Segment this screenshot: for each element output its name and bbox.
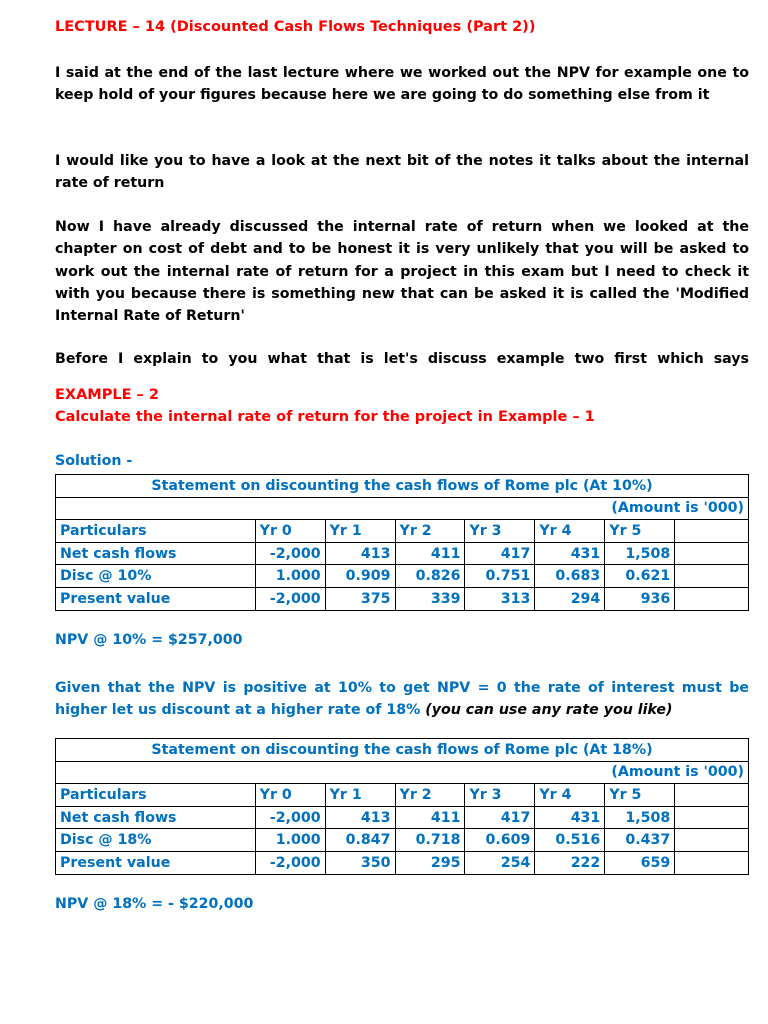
table-cell: 350 xyxy=(325,851,395,874)
paragraph-4: Before I explain to you what that is let's discuss example two first which says xyxy=(55,351,749,367)
table-cell: 413 xyxy=(325,542,395,565)
header-cell: Yr 2 xyxy=(395,784,465,807)
table-cell: 1,508 xyxy=(605,542,675,565)
table-cell: 294 xyxy=(535,587,605,610)
header-cell: Yr 5 xyxy=(605,520,675,543)
row-label: Present value xyxy=(56,851,256,874)
table-cell: 1.000 xyxy=(255,565,325,588)
table-title: Statement on discounting the cash flows of Rome plc (At 18%) xyxy=(56,739,749,762)
row-label: Disc @ 18% xyxy=(56,829,256,852)
solution-label: Solution - xyxy=(55,453,133,469)
lecture-heading: LECTURE – 14 (Discounted Cash Flows Techniques (Part 2)) xyxy=(55,19,536,35)
header-cell xyxy=(675,784,749,807)
table-cell: 0.437 xyxy=(605,829,675,852)
table-unit: (Amount is '000) xyxy=(56,497,749,520)
table-cell: -2,000 xyxy=(255,851,325,874)
table-title: Statement on discounting the cash flows of Rome plc (At 10%) xyxy=(56,475,749,498)
table-cell: -2,000 xyxy=(255,542,325,565)
given-paragraph xyxy=(55,677,749,722)
table-cell: 1,508 xyxy=(605,806,675,829)
npv-result-10: NPV @ 10% = $257,000 xyxy=(55,632,243,648)
table-row xyxy=(56,851,749,874)
table-cell: 0.909 xyxy=(325,565,395,588)
table-cell: 0.751 xyxy=(465,565,535,588)
table-cell: 417 xyxy=(465,806,535,829)
header-cell: Yr 1 xyxy=(325,520,395,543)
table-cell xyxy=(675,851,749,874)
table-cell: 0.609 xyxy=(465,829,535,852)
table-cell: 375 xyxy=(325,587,395,610)
table-cell: 0.516 xyxy=(535,829,605,852)
table-cell: 411 xyxy=(395,806,465,829)
header-cell: Yr 0 xyxy=(255,520,325,543)
npv-result-18: NPV @ 18% = - $220,000 xyxy=(55,896,254,912)
table-row xyxy=(56,806,749,829)
table-cell: 295 xyxy=(395,851,465,874)
table-cell: 659 xyxy=(605,851,675,874)
table-row xyxy=(56,565,749,588)
table-cell: 431 xyxy=(535,806,605,829)
table-cell: 411 xyxy=(395,542,465,565)
header-cell: Yr 3 xyxy=(465,520,535,543)
table-cell xyxy=(675,829,749,852)
table-header-row xyxy=(56,784,749,807)
table-cell: 222 xyxy=(535,851,605,874)
header-cell: Yr 4 xyxy=(535,784,605,807)
example-title: EXAMPLE – 2 xyxy=(55,387,159,403)
table-row xyxy=(56,829,749,852)
row-label: Net cash flows xyxy=(56,806,256,829)
table-cell xyxy=(675,542,749,565)
header-cell: Particulars xyxy=(56,520,256,543)
table-cell: -2,000 xyxy=(255,587,325,610)
table-cell: -2,000 xyxy=(255,806,325,829)
row-label: Present value xyxy=(56,587,256,610)
header-cell: Yr 0 xyxy=(255,784,325,807)
table-cell: 0.826 xyxy=(395,565,465,588)
row-label: Net cash flows xyxy=(56,542,256,565)
paragraph-2: I would like you to have a look at the next bit of the notes it talks about the internal rate of return xyxy=(55,153,749,192)
header-cell: Yr 5 xyxy=(605,784,675,807)
table-unit: (Amount is '000) xyxy=(56,761,749,784)
table-cell: 431 xyxy=(535,542,605,565)
table-cell: 1.000 xyxy=(255,829,325,852)
table-cell: 417 xyxy=(465,542,535,565)
header-cell xyxy=(675,520,749,543)
table-row xyxy=(56,542,749,565)
given-note: (you can use any rate you like) xyxy=(425,702,673,719)
header-cell: Yr 3 xyxy=(465,784,535,807)
table-cell: 254 xyxy=(465,851,535,874)
table-cell xyxy=(675,806,749,829)
row-label: Disc @ 10% xyxy=(56,565,256,588)
table-row xyxy=(56,587,749,610)
table-cell xyxy=(675,587,749,610)
table-cell: 0.683 xyxy=(535,565,605,588)
header-cell: Yr 1 xyxy=(325,784,395,807)
example-text: Calculate the internal rate of return for the project in Example – 1 xyxy=(55,409,595,425)
paragraph-3: Now I have already discussed the internal rate of return when we looked at the chapter on cost of debt and to be honest it is very unlikely that you will be asked to work out the internal rate of return for a project in this exam but I need to check it with you because there is something new that can be asked it is called the 'Modified Internal Rate of Return' xyxy=(55,219,749,325)
cash-flow-table-18 xyxy=(55,738,749,875)
table-cell: 413 xyxy=(325,806,395,829)
table-header-row xyxy=(56,520,749,543)
paragraph-1: I said at the end of the last lecture where we worked out the NPV for example one to keep hold of your figures because here we are going to do something else from it xyxy=(55,65,749,104)
table-cell: 0.621 xyxy=(605,565,675,588)
table-cell: 936 xyxy=(605,587,675,610)
table-cell: 0.847 xyxy=(325,829,395,852)
given-text: Given that the NPV is positive at 10% to get NPV = 0 the rate of interest must be higher let us discount at a higher rate of 18% xyxy=(55,680,749,719)
header-cell: Particulars xyxy=(56,784,256,807)
table-cell: 0.718 xyxy=(395,829,465,852)
header-cell: Yr 2 xyxy=(395,520,465,543)
table-cell: 313 xyxy=(465,587,535,610)
cash-flow-table-10 xyxy=(55,474,749,611)
table-cell xyxy=(675,565,749,588)
table-cell: 339 xyxy=(395,587,465,610)
header-cell: Yr 4 xyxy=(535,520,605,543)
